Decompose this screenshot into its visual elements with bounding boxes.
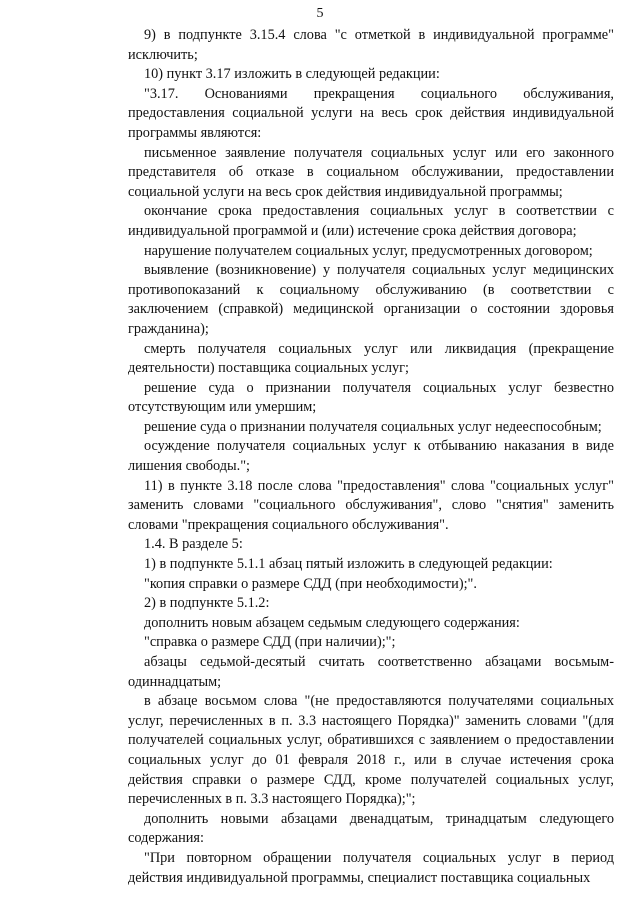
paragraph-conviction: осуждение получателя социальных услуг к отбыванию наказания в виде лишения свободы.";	[128, 438, 614, 475]
paragraph-section-1-4: 1.4. В разделе 5:	[144, 536, 243, 553]
page-number: 5	[316, 6, 324, 21]
paragraph-eighth-replace: в абзаце восьмом слова "(не предоставляются получателями социальных услуг, перечисленных в п. 3.3 настоящего Порядка)" заменить словами "(для получателей социальных услуг, обратившихся с заявлением о предоставлении социальных услуг до 01 февраля 2018 г., или в случае истечения срока действия справки о размере СДД, кроме получателей социальных услуг, перечисленных в п. 3.3 настоящего Порядка);";	[128, 693, 614, 808]
paragraph-repeat-request: "При повторном обращении получателя социальных услуг в период действия индивидуальной программы, специалист поставщика социальных	[128, 849, 614, 886]
paragraph-sdd-copy: "копия справки о размере СДД (при необходимости);".	[144, 575, 477, 592]
paragraph-court-incapable: решение суда о признании получателя социальных услуг недееспособным;	[144, 418, 602, 435]
paragraph-written-statement: письменное заявление получателя социальных услуг или его законного представителя об отказе в социальном обслуживании, предоставлении социальной услуги на весь срок действия индивидуальной программы;	[128, 144, 614, 200]
paragraph-violation: нарушение получателем социальных услуг, предусмотренных договором;	[144, 242, 593, 259]
paragraph-5-1-2: 2) в подпункте 5.1.2:	[144, 595, 270, 612]
paragraph-term-end: окончание срока предоставления социальных услуг в соответствии с индивидуальной программой и (или) истечение срока действия договора;	[128, 203, 614, 239]
document-body	[128, 26, 614, 888]
paragraph-item-9: 9) в подпункте 3.15.4 слова "с отметкой в индивидуальной программе" исключить;	[128, 27, 614, 63]
paragraph-death-liquidation: смерть получателя социальных услуг или ликвидация (прекращение деятельности) поставщика социальных услуг;	[128, 340, 614, 377]
paragraph-renumber: абзацы седьмой-десятый считать соответственно абзацами восьмым-одиннадцатым;	[128, 654, 614, 690]
paragraph-item-11: 11) в пункте 3.18 после слова "предоставления" слова "социальных услуг" заменить словами "социального обслуживания", слово "снятия" заменить словами "прекращения социального обслуживания".	[128, 477, 614, 533]
paragraph-3-17-heading: "3.17. Основаниями прекращения социального обслуживания, предоставления социальной услуги на весь срок действия индивидуальной программы являются:	[128, 85, 614, 141]
paragraph-court-missing: решение суда о признании получателя социальных услуг безвестно отсутствующим или умершим;	[128, 379, 614, 416]
paragraph-add-twelfth: дополнить новыми абзацами двенадцатым, тринадцатым следующего содержания:	[128, 810, 614, 847]
paragraph-sdd-certificate: "справка о размере СДД (при наличии);";	[144, 634, 396, 651]
paragraph-item-10: 10) пункт 3.17 изложить в следующей редакции:	[144, 66, 440, 83]
paragraph-add-seventh: дополнить новым абзацем седьмым следующего содержания:	[144, 614, 520, 631]
paragraph-5-1-1: 1) в подпункте 5.1.1 абзац пятый изложить в следующей редакции:	[144, 556, 553, 573]
paragraph-contraindications: выявление (возникновение) у получателя социальных услуг медицинских противопоказаний к социальному обслуживанию (в соответствии с заключением (справкой) медицинской организации о состоянии здоровья гражданина);	[128, 262, 614, 337]
